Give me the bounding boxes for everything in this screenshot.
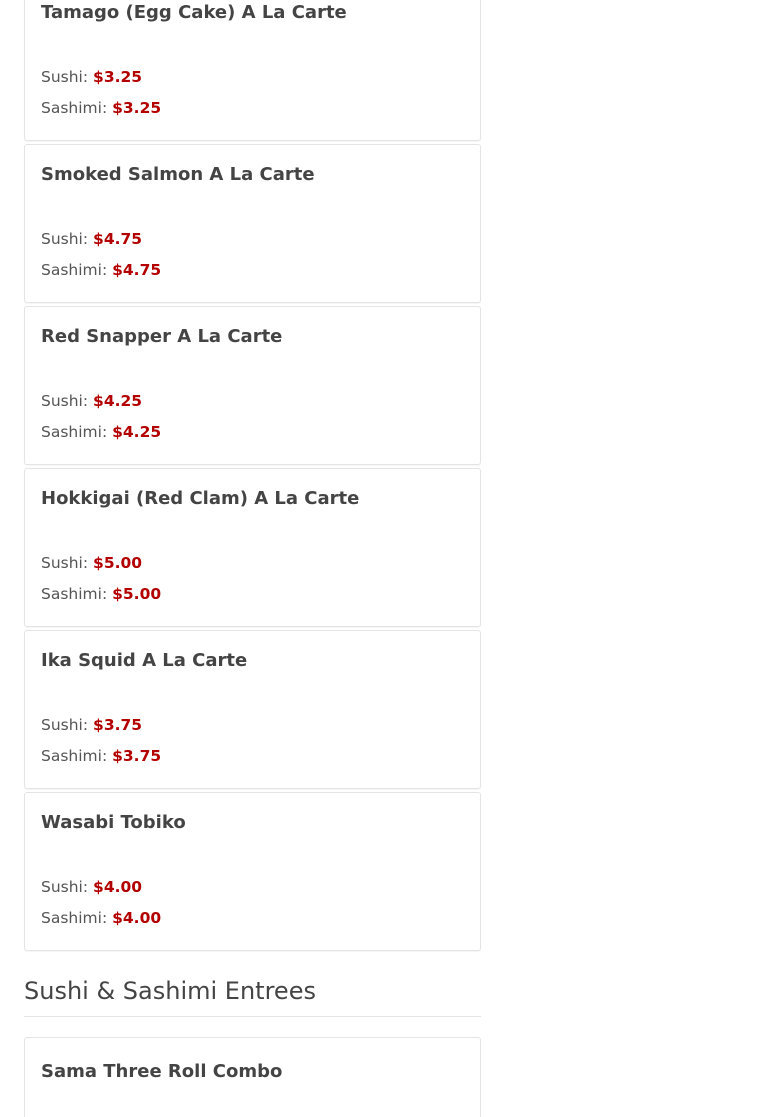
- menu-item-card[interactable]: [24, 792, 481, 951]
- sashimi-price-line: [41, 908, 161, 928]
- menu-item-card[interactable]: [24, 630, 481, 789]
- sushi-price: $4.25: [93, 392, 143, 410]
- menu-item-card[interactable]: [24, 306, 481, 465]
- sashimi-price-line: [41, 584, 161, 604]
- sashimi-price: $4.00: [112, 909, 162, 927]
- sashimi-label: Sashimi:: [41, 99, 108, 117]
- menu-item-title[interactable]: Sama Three Roll Combo: [41, 1061, 283, 1082]
- sashimi-price-line: [41, 98, 161, 118]
- sushi-price: $5.00: [93, 554, 143, 572]
- sashimi-price-line: [41, 746, 161, 766]
- menu-item-card[interactable]: [24, 1037, 481, 1117]
- sushi-label: Sushi:: [41, 878, 89, 896]
- sashimi-price: $3.25: [112, 99, 162, 117]
- menu-item-list: [24, 0, 481, 954]
- menu-item-card[interactable]: [24, 144, 481, 303]
- sushi-label: Sushi:: [41, 554, 89, 572]
- sushi-price: $3.25: [93, 68, 143, 86]
- sushi-price-line: [41, 877, 142, 897]
- sushi-price: $3.75: [93, 716, 143, 734]
- sushi-price: $4.75: [93, 230, 143, 248]
- menu-item-card[interactable]: [24, 0, 481, 141]
- sashimi-price: $3.75: [112, 747, 162, 765]
- sashimi-label: Sashimi:: [41, 261, 108, 279]
- sashimi-price: $4.75: [112, 261, 162, 279]
- menu-item-card[interactable]: [24, 468, 481, 627]
- menu-item-title[interactable]: Wasabi Tobiko: [41, 812, 186, 833]
- sashimi-price-line: [41, 422, 161, 442]
- sashimi-label: Sashimi:: [41, 423, 108, 441]
- sushi-price-line: [41, 715, 142, 735]
- sashimi-label: Sashimi:: [41, 909, 108, 927]
- section-title: Sushi & Sashimi Entrees: [24, 977, 316, 1005]
- sushi-label: Sushi:: [41, 230, 89, 248]
- sashimi-label: Sashimi:: [41, 585, 108, 603]
- sushi-price-line: [41, 67, 142, 87]
- section-header: [24, 971, 481, 1017]
- sushi-label: Sushi:: [41, 716, 89, 734]
- menu-item-title[interactable]: Tamago (Egg Cake) A La Carte: [41, 2, 347, 23]
- sushi-price-line: [41, 391, 142, 411]
- sashimi-price-line: [41, 260, 161, 280]
- menu-item-title[interactable]: Ika Squid A La Carte: [41, 650, 248, 671]
- sashimi-label: Sashimi:: [41, 747, 108, 765]
- sushi-label: Sushi:: [41, 392, 89, 410]
- sushi-label: Sushi:: [41, 68, 89, 86]
- sushi-price-line: [41, 553, 142, 573]
- sashimi-price: $4.25: [112, 423, 162, 441]
- sushi-price-line: [41, 229, 142, 249]
- menu-item-title[interactable]: Smoked Salmon A La Carte: [41, 164, 315, 185]
- menu-item-title[interactable]: Hokkigai (Red Clam) A La Carte: [41, 488, 360, 509]
- sushi-price: $4.00: [93, 878, 143, 896]
- menu-item-title[interactable]: Red Snapper A La Carte: [41, 326, 283, 347]
- sashimi-price: $5.00: [112, 585, 162, 603]
